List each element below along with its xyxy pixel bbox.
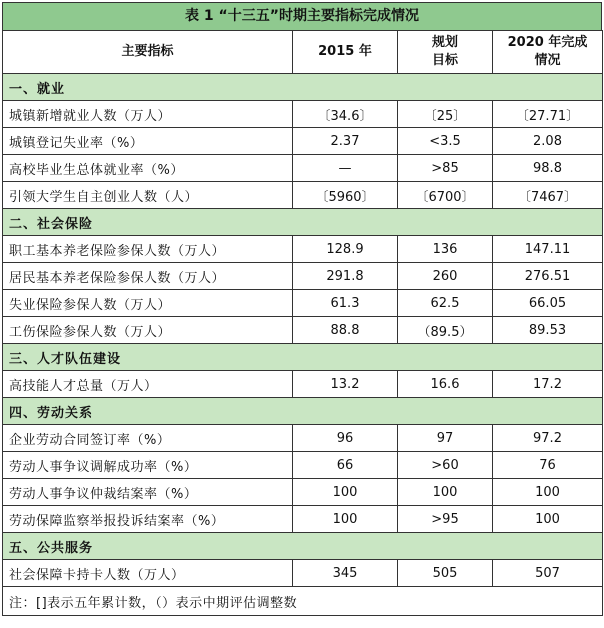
value-target: >60 [398,452,493,479]
value-2015: 13.2 [293,371,398,398]
section-row [3,209,603,236]
value-target: 505 [398,560,493,587]
value-2015: 96 [293,425,398,452]
value-2015: 61.3 [293,290,398,317]
header-2015: 2015 年 [293,31,398,74]
table-row [3,236,603,263]
table-row [3,371,603,398]
section-label: 五、公共服务 [3,533,603,560]
indicator-name: 劳动保障监察举报投诉结案率（%） [3,506,293,533]
indicator-name: 劳动人事争议仲裁结案率（%） [3,479,293,506]
indicator-name: 居民基本养老保险参保人数（万人） [3,263,293,290]
indicator-name: 工伤保险参保人数（万人） [3,317,293,344]
table-row [3,290,603,317]
table-row [3,452,603,479]
indicator-name: 劳动人事争议调解成功率（%） [3,452,293,479]
value-2015: 291.8 [293,263,398,290]
value-2015: 128.9 [293,236,398,263]
table-row [3,263,603,290]
value-target: >85 [398,155,493,182]
indicators-table-container [2,2,602,616]
value-2020: 〔7467〕 [493,182,603,209]
note-row [3,587,603,616]
value-2015: 345 [293,560,398,587]
value-2020: 97.2 [493,425,603,452]
indicator-name: 社会保障卡持卡人数（万人） [3,560,293,587]
value-2020: 100 [493,506,603,533]
value-2020: 76 [493,452,603,479]
table-row [3,101,603,128]
table-row [3,128,603,155]
table-row [3,425,603,452]
section-row [3,344,603,371]
section-row [3,398,603,425]
value-2020: 276.51 [493,263,603,290]
value-2015: 100 [293,479,398,506]
table-row [3,506,603,533]
table-note: 注：[]表示五年累计数，（）表示中期评估调整数 [3,587,603,616]
header-target: 规划 目标 [398,31,493,74]
header-2020-result: 2020 年完成 情况 [493,31,603,74]
value-target: 260 [398,263,493,290]
indicator-name: 引领大学生自主创业人数（人） [3,182,293,209]
indicator-name: 城镇登记失业率（%） [3,128,293,155]
header-row [3,31,603,74]
value-target: >95 [398,506,493,533]
table-row [3,182,603,209]
value-2020: 89.53 [493,317,603,344]
value-2020: 17.2 [493,371,603,398]
value-2020: 98.8 [493,155,603,182]
value-target: （89.5） [398,317,493,344]
value-2020: 66.05 [493,290,603,317]
indicator-name: 企业劳动合同签订率（%） [3,425,293,452]
value-2015: 〔34.6〕 [293,101,398,128]
table-row [3,155,603,182]
value-target: 97 [398,425,493,452]
value-target: 〔25〕 [398,101,493,128]
value-2015: 88.8 [293,317,398,344]
indicator-name: 职工基本养老保险参保人数（万人） [3,236,293,263]
value-target: <3.5 [398,128,493,155]
value-2020: 507 [493,560,603,587]
section-label: 一、就业 [3,74,603,101]
value-target: 62.5 [398,290,493,317]
value-2015: 100 [293,506,398,533]
header-indicator: 主要指标 [3,31,293,74]
indicator-name: 城镇新增就业人数（万人） [3,101,293,128]
value-target: 136 [398,236,493,263]
value-2015: 〔5960〕 [293,182,398,209]
section-label: 二、社会保险 [3,209,603,236]
indicator-name: 失业保险参保人数（万人） [3,290,293,317]
table-body [3,74,603,587]
section-label: 四、劳动关系 [3,398,603,425]
table-row [3,560,603,587]
table-row [3,317,603,344]
table-row [3,479,603,506]
section-label: 三、人才队伍建设 [3,344,603,371]
value-2015: 66 [293,452,398,479]
value-2015: — [293,155,398,182]
table-title: 表 1 “十三五”时期主要指标完成情况 [2,2,602,30]
value-2020: 100 [493,479,603,506]
section-row [3,74,603,101]
value-2020: 2.08 [493,128,603,155]
value-2020: 〔27.71〕 [493,101,603,128]
section-row [3,533,603,560]
value-target: 16.6 [398,371,493,398]
indicator-name: 高技能人才总量（万人） [3,371,293,398]
indicator-name: 高校毕业生总体就业率（%） [3,155,293,182]
value-2020: 147.11 [493,236,603,263]
indicators-table [2,30,603,616]
value-2015: 2.37 [293,128,398,155]
value-target: 100 [398,479,493,506]
value-target: 〔6700〕 [398,182,493,209]
